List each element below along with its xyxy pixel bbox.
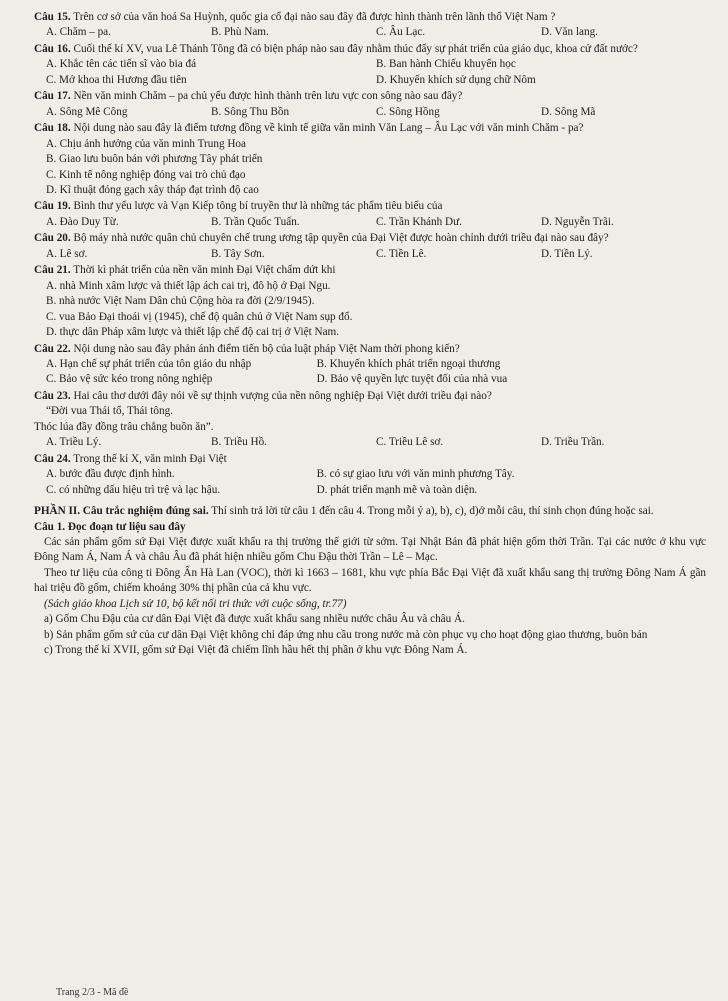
option-c: C. Kinh tế nông nghiệp đóng vai trò chủ đạo — [46, 168, 246, 181]
option-d: D. Tiền Lý. — [541, 247, 593, 260]
question-number: Câu 16. — [34, 42, 71, 55]
question-number: Câu 15. — [34, 11, 71, 23]
statement-c: c) Trong thế kỉ XVII, gốm sứ Đại Việt đã chiếm lĩnh hầu hết thị phần ở khu vực Đông Nam Á. — [44, 644, 468, 657]
options — [46, 168, 706, 183]
options — [46, 247, 706, 262]
question-16 — [34, 42, 706, 88]
options — [46, 152, 706, 167]
option-c: C. Trần Khánh Dư. — [376, 215, 462, 228]
question-text: Nội dung nào sau đây phản ánh điểm tiến bộ của luật pháp Việt Nam thời phong kiến? — [73, 342, 460, 355]
source-paragraph-2: Theo tư liệu của công ti Đông Ấn Hà Lan (VOC), thời kì 1663 – 1681, khu vực phía Bắc Đại Việt đã xuất khẩu sang thị trường Đông Nam Á gần hai triệu đồ gốm, chiếm khoảng 30% thị phần của cả khu vực. — [34, 566, 706, 595]
question-text: Nội dung nào sau đây là điểm tương đồng về kinh tế giữa văn minh Văn Lang – Âu Lạc với văn minh Chăm - pa? — [73, 122, 584, 135]
option-a: A. Hạn chế sự phát triển của tôn giáo du nhập — [46, 357, 252, 370]
option-b: B. Tây Sơn. — [211, 247, 265, 260]
options — [46, 105, 706, 120]
question-18 — [34, 121, 706, 198]
poem-line-2: Thóc lúa đầy đồng trâu chẳng buồn ăn”. — [34, 420, 214, 433]
question-number: Câu 22. — [34, 342, 71, 355]
option-d: D. Kĩ thuật đóng gạch xây tháp đạt trình độ cao — [46, 183, 259, 196]
options — [46, 483, 706, 498]
statement-b: b) Sản phẩm gốm sứ của cư dân Đại Việt không chỉ đáp ứng nhu cầu trong nước mà còn phục vụ cho hoạt động giao thương, buôn bán — [44, 628, 648, 641]
option-d: D. Văn lang. — [541, 26, 598, 39]
question-20 — [34, 231, 706, 262]
option-a: A. Lê sơ. — [46, 247, 88, 260]
options — [46, 310, 706, 325]
question-23 — [34, 389, 706, 451]
options — [46, 183, 706, 198]
option-a: A. nhà Minh xâm lược và thiết lập ách cai trị, đô hộ ở Đại Ngu. — [46, 279, 331, 292]
source-paragraph-1: Các sản phẩm gốm sứ Đại Việt được xuất khẩu ra thị trường thế giới từ sớm. Tại Nhật Bản đã phát hiện gốm thời Trần. Tại các nước ở khu vực Đông Nam Á, Nam Á và châu Âu đã phát hiện nhiều gốm Chu Đậu thời Trần – Lê – Mạc. — [34, 535, 706, 564]
question-1-title: Câu 1. Đọc đoạn tư liệu sau đây — [34, 520, 186, 533]
option-c: C. Sông Hồng — [376, 105, 440, 118]
poem-line-1: “Đời vua Thái tổ, Thái tông. — [46, 405, 173, 418]
option-b: B. Ban hành Chiếu khuyến học — [376, 58, 516, 71]
question-19 — [34, 199, 706, 230]
question-number: Câu 23. — [34, 389, 71, 402]
option-c: C. có những dấu hiệu trì trệ và lạc hậu. — [46, 483, 221, 496]
question-number: Câu 18. — [34, 122, 71, 135]
options — [46, 325, 706, 340]
option-a: A. Khắc tên các tiến sĩ vào bia đá — [46, 58, 197, 71]
question-text: Nền văn minh Chăm – pa chủ yếu được hình thành trên lưu vực con sông nào sau đây? — [73, 90, 463, 103]
option-b: B. Trần Quốc Tuấn. — [211, 215, 300, 228]
question-17 — [34, 89, 706, 120]
question-text: Bình thư yếu lược và Vạn Kiếp tông bí truyền thư là những tác phẩm tiêu biểu của — [73, 200, 443, 213]
question-number: Câu 20. — [34, 232, 71, 245]
options — [46, 279, 706, 294]
option-d: D. Nguyễn Trãi. — [541, 215, 614, 228]
question-text: Bộ máy nhà nước quân chủ chuyên chế trung ương tập quyền của Đại Việt được hoàn chỉnh dưới triều đại nào sau đây? — [73, 232, 609, 245]
options — [46, 357, 706, 372]
question-15 — [34, 10, 706, 41]
question-number: Câu 17. — [34, 90, 71, 103]
option-d: D. Khuyến khích sử dụng chữ Nôm — [376, 73, 536, 86]
question-text: Thời kì phát triển của nền văn minh Đại Việt chấm dứt khi — [73, 264, 336, 277]
option-d: D. Triều Trần. — [541, 436, 605, 449]
question-22 — [34, 342, 706, 388]
question-number: Câu 24. — [34, 452, 71, 465]
option-c: C. Tiền Lê. — [376, 247, 427, 260]
option-b: B. Khuyến khích phát triển ngoại thương — [316, 357, 501, 370]
question-21 — [34, 263, 706, 340]
statement-a: a) Gốm Chu Đậu của cư dân Đại Việt đã được xuất khẩu sang nhiều nước châu Âu và châu Á. — [44, 613, 465, 626]
part-instruction: Thí sinh trả lời từ câu 1 đến câu 4. Trong mỗi ý a), b), c), d)ở mỗi câu, thí sinh chọn đúng hoặc sai. — [211, 505, 654, 518]
question-number: Câu 21. — [34, 264, 71, 277]
question-24 — [34, 452, 706, 498]
option-b: B. Phù Nam. — [211, 26, 269, 39]
options — [46, 435, 706, 450]
option-d: D. Bảo vệ quyền lực tuyệt đối của nhà vua — [316, 373, 508, 386]
option-a: A. Đào Duy Từ. — [46, 215, 119, 228]
option-a: A. bước đầu được định hình. — [46, 468, 175, 481]
options — [46, 294, 706, 309]
option-b: B. Triều Hồ. — [211, 436, 267, 449]
source-citation: (Sách giáo khoa Lịch sử 10, bộ kết nối tri thức với cuộc sống, tr.77) — [44, 597, 347, 610]
option-a: A. Sông Mê Công — [46, 105, 128, 118]
option-c: C. Âu Lạc. — [376, 26, 426, 39]
options — [46, 57, 706, 72]
question-text: Trong thế kỉ X, văn minh Đại Việt — [73, 452, 227, 465]
options — [46, 467, 706, 482]
question-text: Cuối thế kỉ XV, vua Lê Thánh Tông đã có biện pháp nào sau đây nhằm thúc đẩy sự phát triển của giáo dục, khoa cử đất nước? — [73, 42, 638, 55]
option-d: D. phát triển mạnh mẽ và toàn diện. — [316, 483, 478, 496]
options — [46, 372, 706, 387]
option-b: B. nhà nước Việt Nam Dân chủ Cộng hòa ra đời (2/9/1945). — [46, 295, 315, 308]
options — [46, 25, 706, 40]
option-a: A. Chăm – pa. — [46, 26, 111, 39]
option-b: B. Sông Thu Bồn — [211, 105, 290, 118]
part-heading: PHẦN II. Câu trắc nghiệm đúng sai. — [34, 505, 209, 518]
page-footer: Trang 2/3 - Mã đề — [56, 987, 129, 998]
option-b: B. Giao lưu buôn bán với phương Tây phát triển — [46, 153, 263, 166]
options — [46, 137, 706, 152]
option-c: C. Mở khoa thi Hương đầu tiên — [46, 73, 187, 86]
option-c: C. vua Bảo Đại thoái vị (1945), chế độ quân chủ ở Việt Nam sụp đổ. — [46, 310, 353, 323]
options — [46, 215, 706, 230]
option-b: B. có sự giao lưu với văn minh phương Tây. — [316, 468, 515, 481]
option-d: D. thực dân Pháp xâm lược và thiết lập chế độ cai trị ở Việt Nam. — [46, 326, 340, 339]
option-d: D. Sông Mã — [541, 105, 596, 118]
option-c: C. Bảo vệ sức kéo trong nông nghiệp — [46, 373, 213, 386]
option-a: A. Triều Lý. — [46, 436, 102, 449]
part-2 — [34, 504, 706, 659]
question-number: Câu 19. — [34, 200, 71, 213]
option-c: C. Triều Lê sơ. — [376, 436, 444, 449]
options — [46, 73, 706, 88]
option-a: A. Chịu ảnh hưởng của văn minh Trung Hoa — [46, 137, 246, 150]
question-text: Hai câu thơ dưới đây nói về sự thịnh vượng của nền nông nghiệp Đại Việt dưới triều đại nào? — [73, 389, 492, 402]
question-text: Trên cơ sở của văn hoá Sa Huỳnh, quốc gia cổ đại nào sau đây đã được hình thành trên lãnh thổ Việt Nam ? — [73, 11, 556, 23]
